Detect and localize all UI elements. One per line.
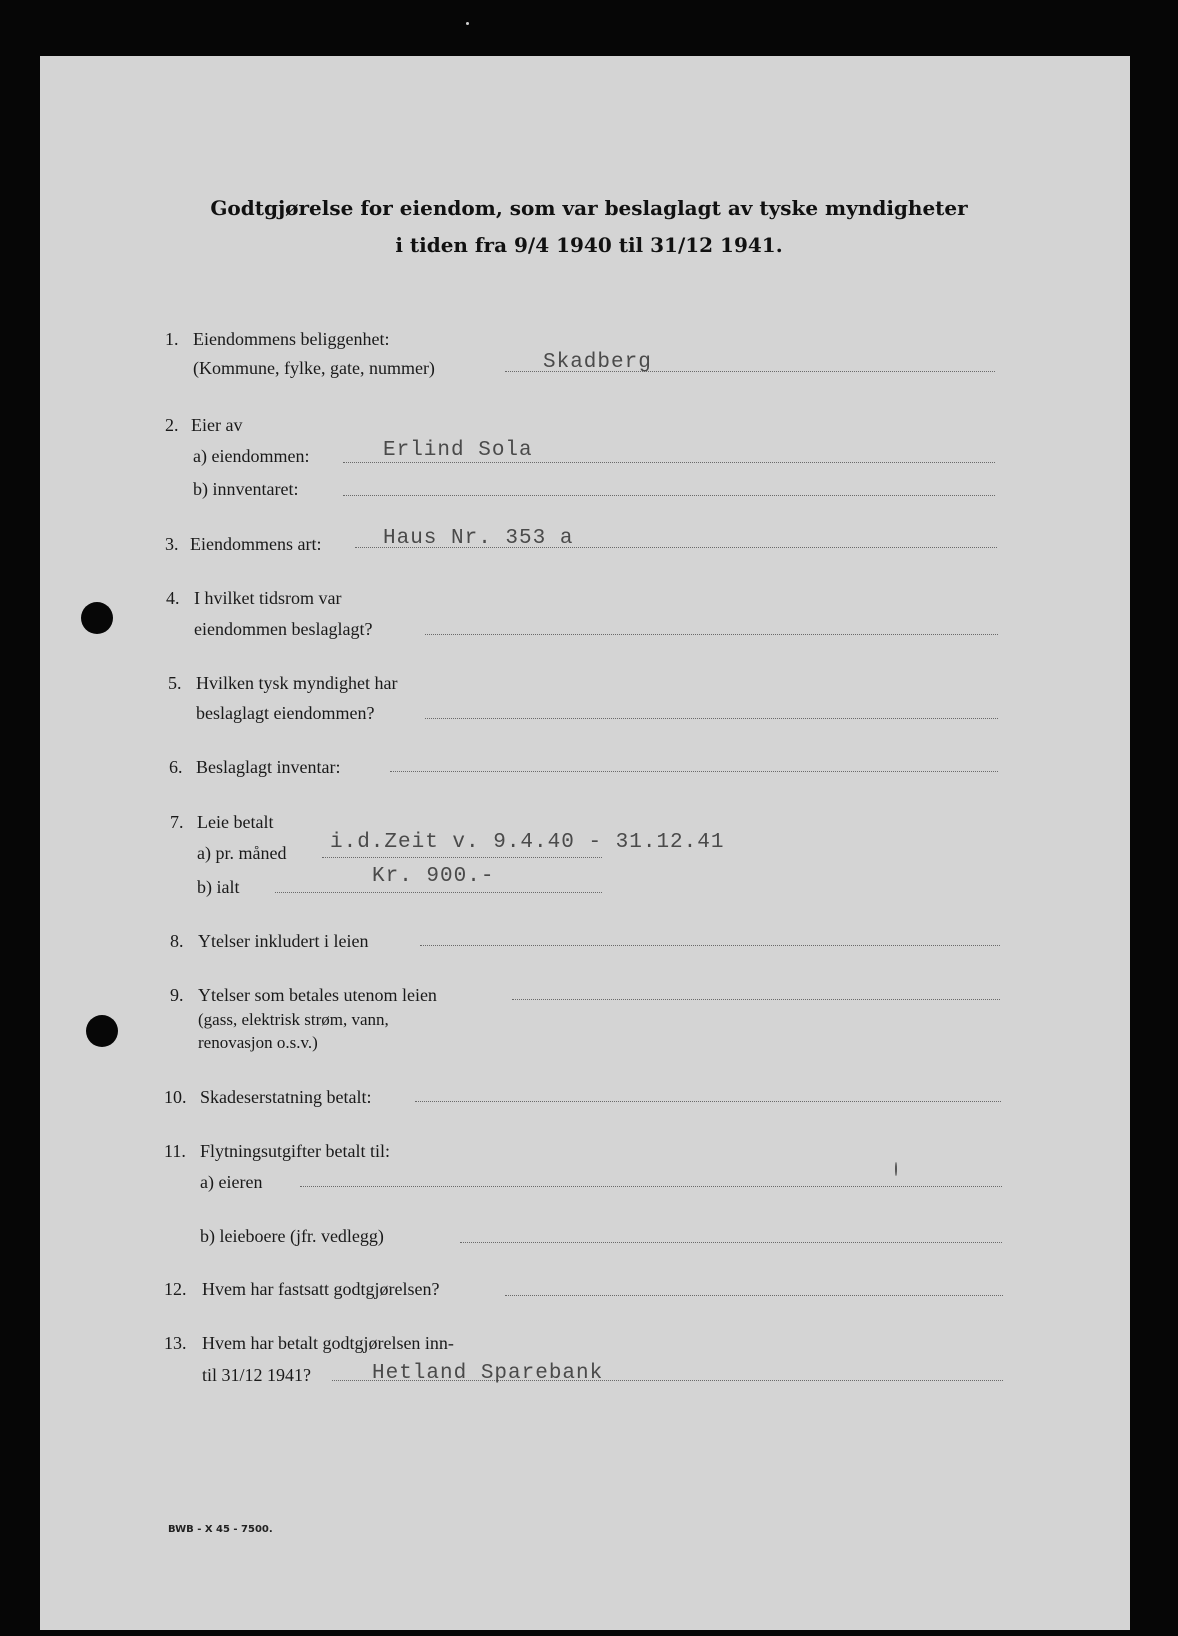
q5-answer-line <box>425 718 998 719</box>
q10-answer-line <box>415 1101 1001 1102</box>
q3-number: 3. <box>165 534 179 554</box>
q3-answer: Haus Nr. 353 a <box>383 527 574 550</box>
q2a-label: a) eiendommen: <box>193 446 310 466</box>
q9-number: 9. <box>170 985 184 1005</box>
q1-answer: Skadberg <box>543 351 652 374</box>
q8-answer-line <box>420 945 1000 946</box>
q11-label: Flytningsutgifter betalt til: <box>200 1141 390 1161</box>
paper-mark <box>895 1162 897 1176</box>
q2b-label: b) innventaret: <box>193 479 299 499</box>
q2a-answer: Erlind Sola <box>383 439 533 462</box>
q4-sublabel: eiendommen beslaglagt? <box>194 619 373 639</box>
q9-sublabel-1: (gass, elektrisk strøm, vann, <box>198 1010 389 1029</box>
q13-answer: Hetland Sparebank <box>372 1362 604 1385</box>
q2-number: 2. <box>165 415 179 435</box>
punch-hole-bottom <box>86 1015 118 1047</box>
q1-label: Eiendommens beliggenhet: <box>193 329 390 349</box>
q5-sublabel: beslaglagt eiendommen? <box>196 703 375 723</box>
q3-label: Eiendommens art: <box>190 534 322 554</box>
q7b-answer-line <box>275 892 602 893</box>
q4-label: I hvilket tidsrom var <box>194 588 342 608</box>
q7a-label: a) pr. måned <box>197 843 287 863</box>
q6-answer-line <box>390 771 998 772</box>
q11a-answer-line <box>300 1186 1002 1187</box>
form-title-line2: i tiden fra 9/4 1940 til 31/12 1941. <box>395 233 783 257</box>
q7-number: 7. <box>170 812 184 832</box>
form-title-line1: Godtgjørelse for eiendom, som var beslaglagt av tyske myndigheter <box>210 196 968 220</box>
q11a-label: a) eieren <box>200 1172 263 1192</box>
q10-number: 10. <box>164 1087 187 1107</box>
punch-hole-top <box>81 602 113 634</box>
q4-number: 4. <box>166 588 180 608</box>
q4-answer-line <box>425 634 998 635</box>
q7b-label: b) ialt <box>197 877 240 897</box>
q11b-label: b) leieboere (jfr. vedlegg) <box>200 1226 384 1246</box>
q2a-answer-line <box>343 462 995 463</box>
q12-answer-line <box>505 1295 1003 1296</box>
q9-label: Ytelser som betales utenom leien <box>198 985 437 1005</box>
q12-number: 12. <box>164 1279 187 1299</box>
q7b-answer: Kr. 900.- <box>372 865 495 888</box>
print-code: BWB - X 45 - 7500. <box>168 1524 273 1535</box>
dust-speck <box>466 22 469 25</box>
q5-number: 5. <box>168 673 182 693</box>
q8-number: 8. <box>170 931 184 951</box>
q2b-answer-line <box>343 495 995 496</box>
q6-number: 6. <box>169 757 183 777</box>
q6-label: Beslaglagt inventar: <box>196 757 341 777</box>
q7a-answer: i.d.Zeit v. 9.4.40 - 31.12.41 <box>330 831 725 854</box>
q1-number: 1. <box>165 329 179 349</box>
q11b-answer-line <box>460 1242 1002 1243</box>
q13-number: 13. <box>164 1333 187 1353</box>
q8-label: Ytelser inkludert i leien <box>198 931 369 951</box>
q11-number: 11. <box>164 1141 186 1161</box>
q10-label: Skadeserstatning betalt: <box>200 1087 372 1107</box>
q13-sublabel: til 31/12 1941? <box>202 1365 311 1385</box>
q12-label: Hvem har fastsatt godtgjørelsen? <box>202 1279 440 1299</box>
q9-sublabel-2: renovasjon o.s.v.) <box>198 1033 318 1052</box>
q13-label: Hvem har betalt godtgjørelsen inn- <box>202 1333 454 1353</box>
q7-label: Leie betalt <box>197 812 274 832</box>
q1-sublabel: (Kommune, fylke, gate, nummer) <box>193 358 435 378</box>
q9-answer-line <box>512 999 1000 1000</box>
q7a-answer-line <box>322 857 602 858</box>
q5-label: Hvilken tysk myndighet har <box>196 673 398 693</box>
q2-label: Eier av <box>191 415 243 435</box>
